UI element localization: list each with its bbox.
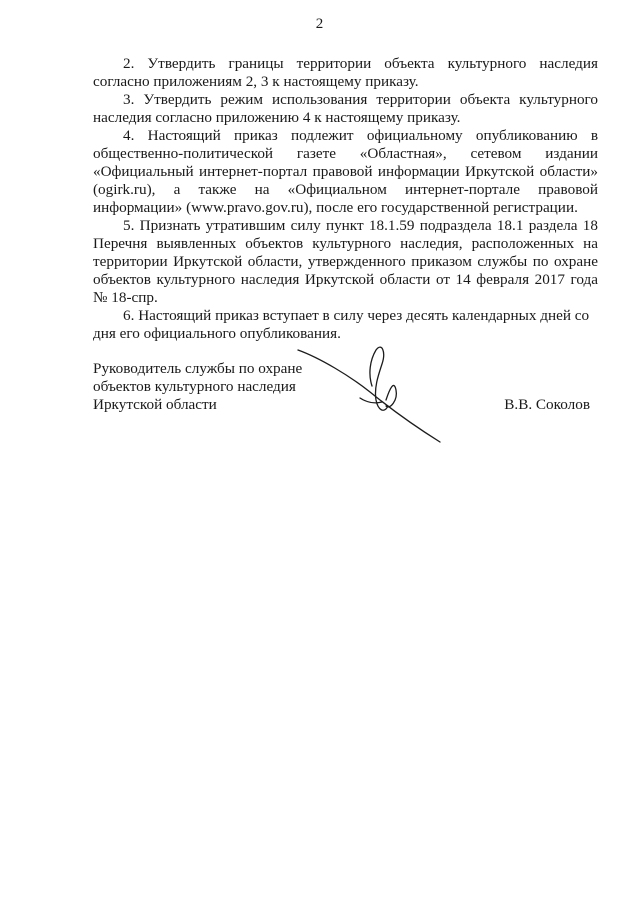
paragraph-2: 2. Утвердить границы территории объекта культурного наследия согласно приложениям 2, 3 к настоящему приказу. [93, 55, 598, 90]
paragraph-6: 6. Настоящий приказ вступает в силу через десять календарных дней со дня его официального опубликования. [93, 307, 590, 342]
handwritten-signature-icon [290, 330, 460, 450]
paragraph-3: 3. Утвердить режим использования территории объекта культурного наследия согласно приложению 4 к настоящему приказу. [93, 91, 598, 126]
signatory-name: В.В. Соколов [504, 396, 590, 413]
signatory-title-line: объектов культурного наследия [93, 378, 296, 395]
signatory-title-line: Иркутской области [93, 396, 217, 413]
signatory-title-line: Руководитель службы по охране [93, 360, 303, 377]
paragraph-5: 5. Признать утратившим силу пункт 18.1.59 подраздела 18.1 раздела 18 Перечня выявленных объектов культурного наследия, расположенных на территории Иркутской области, утвержденного приказом службы по охране объектов культурного наследия Иркутской области от 14 февраля 2017 года № 18-спр. [93, 217, 598, 306]
paragraph-4: 4. Настоящий приказ подлежит официальному опубликованию в общественно-политической газете «Областная», сетевом издании «Официальный интернет-портал правовой информации Иркутской области» (ogirk.ru), а также на «Официальном интернет-портале правовой информации» (www.pravo.gov.ru), после его государственной регистрации. [93, 127, 598, 216]
signatory-title [93, 360, 302, 414]
page-number: 2 [315, 16, 324, 32]
order-body [93, 55, 598, 343]
